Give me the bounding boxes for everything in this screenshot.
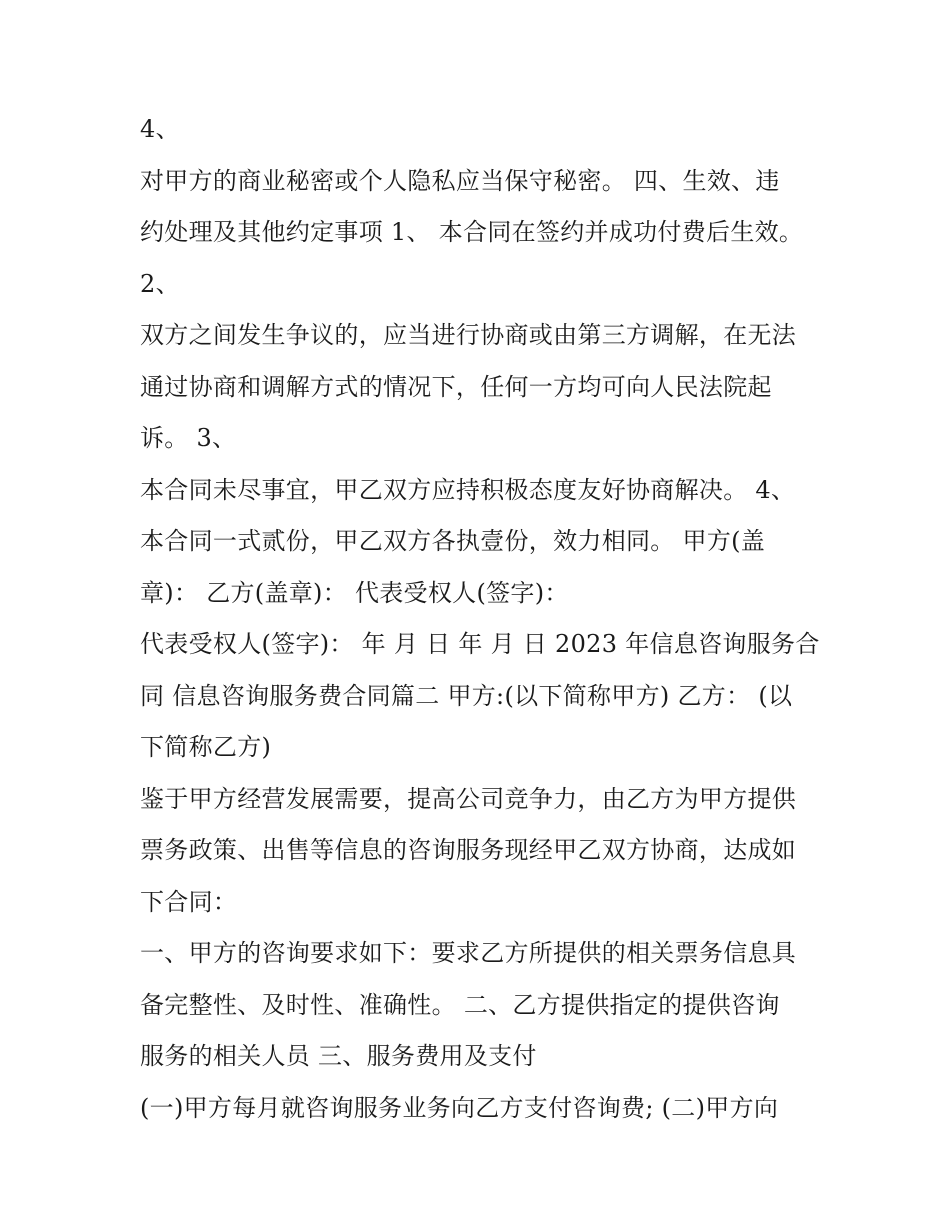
text-line: 双方之间发生争议的，应当进行协商或由第三方调解，在无法 [140,321,797,349]
text-line: 票务政策、出售等信息的咨询服务现经甲乙双方协商，达成如 [140,836,797,864]
text-line: 2、 [140,269,180,298]
text-line: 章)： 乙方(盖章)： 代表受权人(签字)： [140,578,569,607]
text-line: 同 信息咨询服务费合同篇二 甲方:(以下简称甲方) 乙方： (以 [140,681,793,710]
text-line: 本合同一式贰份，甲乙双方各执壹份，效力相同。 甲方(盖 [140,527,766,555]
text-line: 下简称乙方) [140,733,272,761]
text-line: 备完整性、及时性、准确性。 二、乙方提供指定的提供咨询 [140,990,780,1019]
text-line: (一)甲方每月就咨询服务业务向乙方支付咨询费; (二)甲方向 [140,1093,779,1122]
text-line: 4、 [140,115,180,143]
text-line: 一、甲方的咨询要求如下：要求乙方所提供的相关票务信息具 [140,939,797,967]
document-body [140,104,830,1134]
text-line: 通过协商和调解方式的情况下，任何一方均可向人民法院起 [140,372,772,401]
text-line: 鉴于甲方经营发展需要，提高公司竞争力，由乙方为甲方提供 [140,784,797,813]
text-line: 本合同未尽事宜，甲乙双方应持积极态度友好协商解决。 4、 [140,475,796,504]
text-line: 代表受权人(签字)： 年 月 日 年 月 日 2023 年信息咨询服务合 [140,630,820,658]
text-line: 诉。 3、 [140,424,237,452]
text-line: 对甲方的商业秘密或个人隐私应当保守秘密。 四、生效、违 [140,166,780,195]
text-line: 约处理及其他约定事项 1、 本合同在签约并成功付费后生效。 [140,218,804,246]
text-line: 下合同： [140,887,238,916]
text-line: 服务的相关人员 三、服务费用及支付 [140,1042,537,1070]
